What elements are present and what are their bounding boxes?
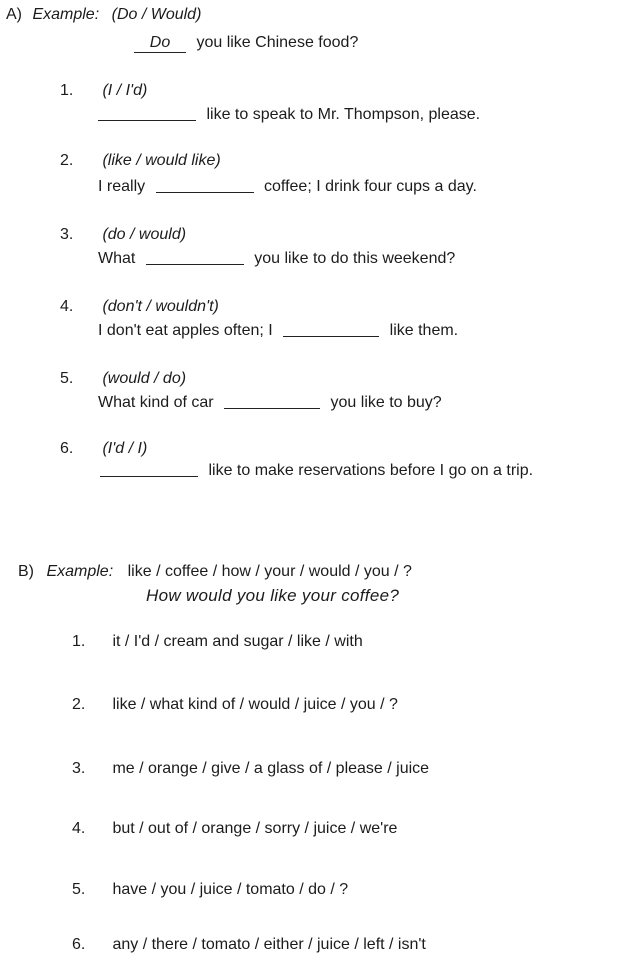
section-b-example-answer: How would you like your coffee?	[146, 586, 400, 605]
a-item-6-header	[60, 440, 147, 458]
section-a-letter: A)	[6, 6, 22, 23]
item-number: 3.	[60, 226, 74, 243]
b-item-2	[72, 696, 398, 714]
item-options: (I'd / I)	[102, 440, 148, 457]
item-number: 4.	[72, 820, 86, 837]
b-item-1	[72, 633, 363, 651]
item-number: 6.	[60, 440, 74, 457]
item-number: 6.	[72, 936, 86, 953]
item-options: (would / do)	[102, 370, 187, 387]
item-number: 1.	[72, 633, 86, 650]
a-item-2-sentence	[98, 178, 477, 196]
item-options: (I / I'd)	[102, 82, 148, 99]
section-a-example	[6, 6, 201, 24]
answer-blank[interactable]	[146, 263, 244, 265]
section-a-example-answer: Do	[134, 34, 186, 53]
item-options: (don't / wouldn't)	[102, 298, 219, 315]
a-item-5-sentence	[98, 394, 442, 412]
answer-blank[interactable]	[224, 407, 320, 409]
item-before-text: I really	[98, 178, 146, 195]
item-number: 1.	[60, 82, 74, 99]
section-a-example-options: (Do / Would)	[111, 6, 202, 23]
item-before-text: What	[98, 250, 136, 267]
item-before-text: I don't eat apples often; I	[98, 322, 273, 339]
section-a-example-sentence	[134, 34, 358, 53]
item-after-text: like to make reservations before I go on a trip.	[208, 462, 534, 479]
item-after-text: you like to do this weekend?	[254, 250, 456, 267]
b-item-5	[72, 881, 348, 899]
section-b-example-label: Example:	[46, 563, 114, 580]
item-number: 5.	[72, 881, 86, 898]
b-item-6	[72, 936, 426, 954]
item-words: but / out of / orange / sorry / juice / we're	[112, 820, 398, 837]
item-words: any / there / tomato / either / juice / left / isn't	[112, 936, 426, 953]
item-number: 5.	[60, 370, 74, 387]
answer-blank[interactable]	[98, 119, 196, 121]
item-number: 2.	[60, 152, 74, 169]
a-item-3-sentence	[98, 250, 455, 268]
a-item-1-sentence	[98, 106, 480, 124]
a-item-4-sentence	[98, 322, 458, 340]
item-after-text: like them.	[389, 322, 459, 339]
section-b-example-words: like / coffee / how / your / would / you / ?	[127, 563, 412, 580]
section-a-example-rest: you like Chinese food?	[196, 34, 359, 51]
section-b-example	[18, 563, 412, 581]
section-b-letter: B)	[18, 563, 34, 580]
a-item-6-sentence	[100, 462, 533, 480]
b-item-4	[72, 820, 397, 838]
item-after-text: you like to buy?	[330, 394, 442, 411]
item-after-text: coffee; I drink four cups a day.	[264, 178, 477, 195]
item-words: have / you / juice / tomato / do / ?	[112, 881, 349, 898]
b-item-3	[72, 760, 429, 778]
item-before-text: What kind of car	[98, 394, 214, 411]
item-words: like / what kind of / would / juice / you / ?	[112, 696, 398, 713]
item-words: me / orange / give / a glass of / please / juice	[112, 760, 430, 777]
a-item-2-header	[60, 152, 221, 170]
a-item-5-header	[60, 370, 186, 388]
section-a-example-label: Example:	[32, 6, 100, 23]
a-item-1-header	[60, 82, 147, 100]
item-after-text: like to speak to Mr. Thompson, please.	[206, 106, 481, 123]
item-words: it / I'd / cream and sugar / like / with	[112, 633, 363, 650]
answer-blank[interactable]	[156, 191, 254, 193]
item-number: 3.	[72, 760, 86, 777]
item-options: (like / would like)	[102, 152, 221, 169]
item-number: 4.	[60, 298, 74, 315]
answer-blank[interactable]	[100, 475, 198, 477]
item-number: 2.	[72, 696, 86, 713]
answer-blank[interactable]	[283, 335, 379, 337]
a-item-4-header	[60, 298, 219, 316]
item-options: (do / would)	[102, 226, 187, 243]
a-item-3-header	[60, 226, 186, 244]
